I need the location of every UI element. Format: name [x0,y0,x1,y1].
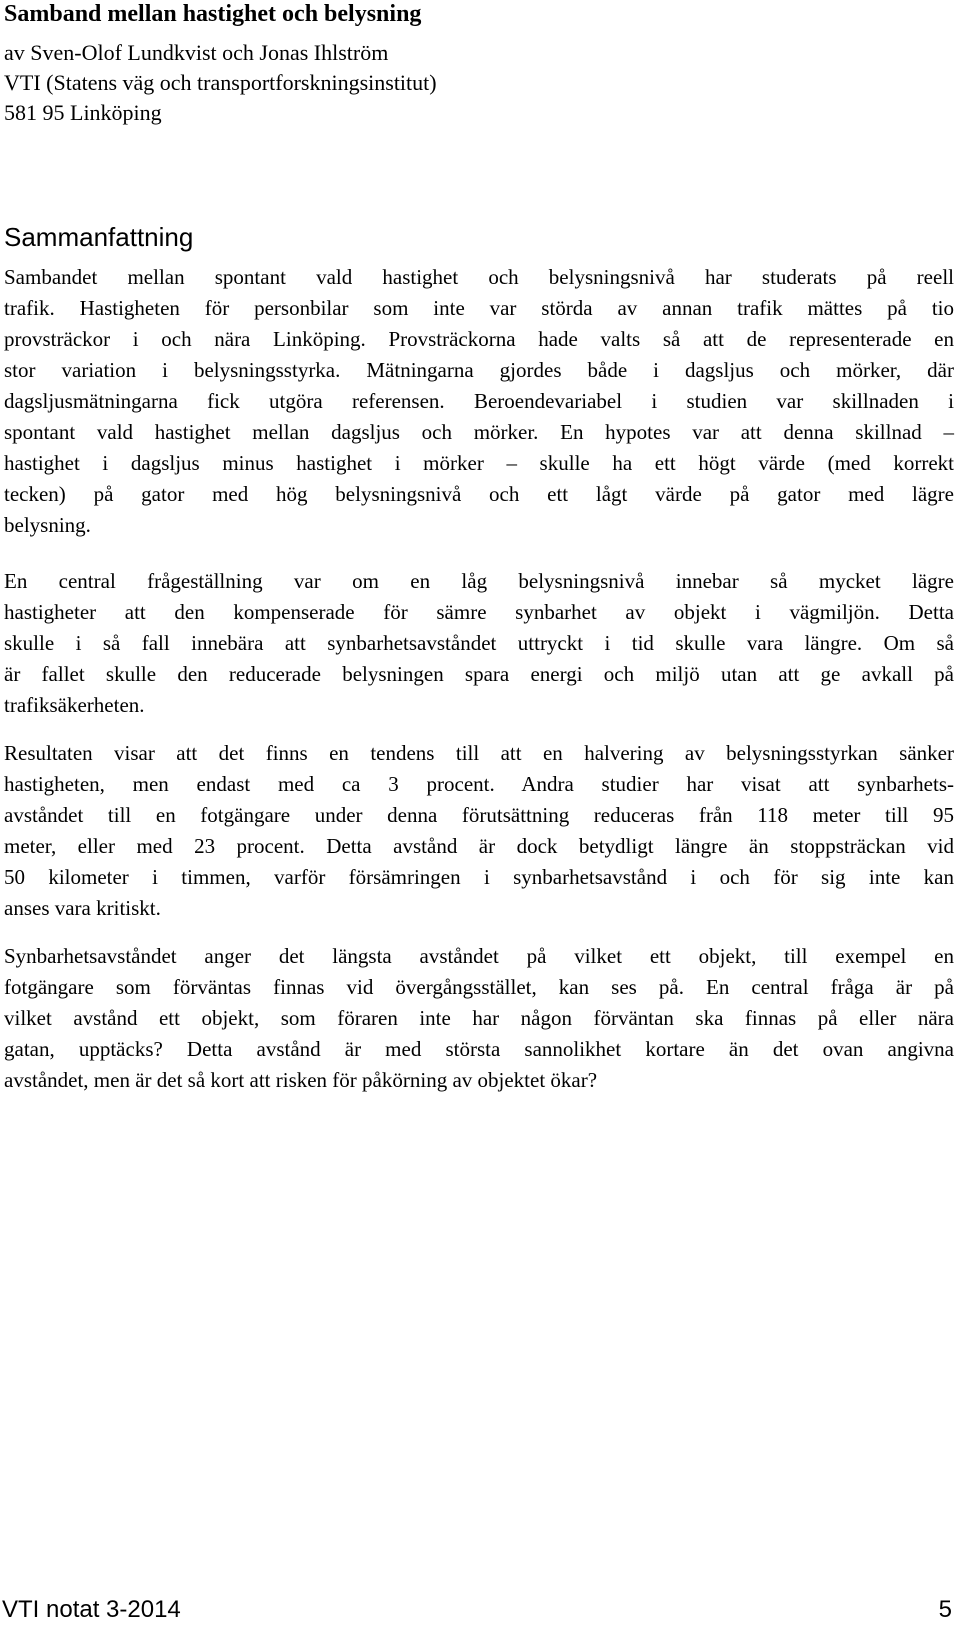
authors-line: av Sven-Olof Lundkvist och Jonas Ihlström [4,40,389,65]
paragraph-line: fotgängare som förväntas finnas vid övergångsstället, kan ses på. En central fråga är på [4,975,954,999]
paragraph-line: Sambandet mellan spontant vald hastighet och belysningsnivå har studerats på reell [4,265,954,289]
paragraph-line: avståndet till en fotgängare under denna förutsättning reduceras från 118 meter till 95 [4,803,954,827]
address-line: 581 95 Linköping [4,100,162,125]
paragraph-line: anses vara kritiskt. [4,896,161,920]
paragraph-line: meter, eller med 23 procent. Detta avstånd är dock betydligt längre än stoppsträckan vid [4,834,954,858]
footer-report-id: VTI notat 3-2014 [2,1596,181,1623]
paragraph-line: hastighet i dagsljus minus hastighet i mörker – skulle ha ett högt värde (med korrekt [4,451,954,475]
question-paragraph [4,566,954,721]
paragraph-line: hastigheter att den kompenserade för sämre synbarhet av objekt i vägmiljön. Detta [4,600,954,624]
paragraph-line: hastigheten, men endast med ca 3 procent. Andra studier har visat att synbarhets- [4,772,954,796]
paragraph-line: trafiksäkerheten. [4,693,145,717]
results-paragraph [4,738,954,924]
paragraph-line: avståndet, men är det så kort att risken för påkörning av objektet ökar? [4,1068,598,1092]
paragraph-line: Synbarhetsavståndet anger det längsta avståndet på vilket ett objekt, till exempel en [4,944,954,968]
footer-page-number: 5 [938,1596,952,1623]
organization-line: VTI (Statens väg och transportforskningsinstitut) [4,70,437,95]
paragraph-line: trafik. Hastigheten för personbilar som inte var störda av annan trafik mättes på tio [4,296,954,320]
paragraph-line: är fallet skulle den reducerade belysningen spara energi och miljö utan att ge avkall på [4,662,954,686]
paragraph-line: provsträckor i och nära Linköping. Provsträckorna hade valts så att de representerade en [4,327,954,351]
paragraph-line: dagsljusmätningarna fick utgöra referensen. Beroendevariabel i studien var skillnaden i [4,389,954,413]
visibility-paragraph [4,941,954,1096]
paragraph-line: belysning. [4,513,91,537]
paragraph-line: gatan, upptäcks? Detta avstånd är med största sannolikhet kortare än det ovan angivna [4,1037,954,1061]
paragraph-line: stor variation i belysningsstyrka. Mätningarna gjordes både i dagsljus och mörker, där [4,358,954,382]
paragraph-line: En central frågeställning var om en låg belysningsnivå innebar så mycket lägre [4,569,954,593]
paragraph-line: tecken) på gator med hög belysningsnivå och ett lågt värde på gator med lägre [4,482,954,506]
paragraph-line: vilket avstånd ett objekt, som föraren inte har någon förväntan ska finnas på eller nära [4,1006,954,1030]
paragraph-line: skulle i så fall innebära att synbarhetsavståndet uttryckt i tid skulle vara längre. Om så [4,631,954,655]
paragraph-line: 50 kilometer i timmen, varför försämringen i synbarhetsavstånd i och för sig inte kan [4,865,954,889]
paragraph-line: spontant vald hastighet mellan dagsljus och mörker. En hypotes var att denna skillnad – [4,420,954,444]
summary-paragraph [4,262,954,541]
paragraph-line: Resultaten visar att det finns en tendens till att en halvering av belysningsstyrkan sänker [4,741,954,765]
document-title: Samband mellan hastighet och belysning [4,1,422,27]
section-heading: Sammanfattning [4,222,194,252]
